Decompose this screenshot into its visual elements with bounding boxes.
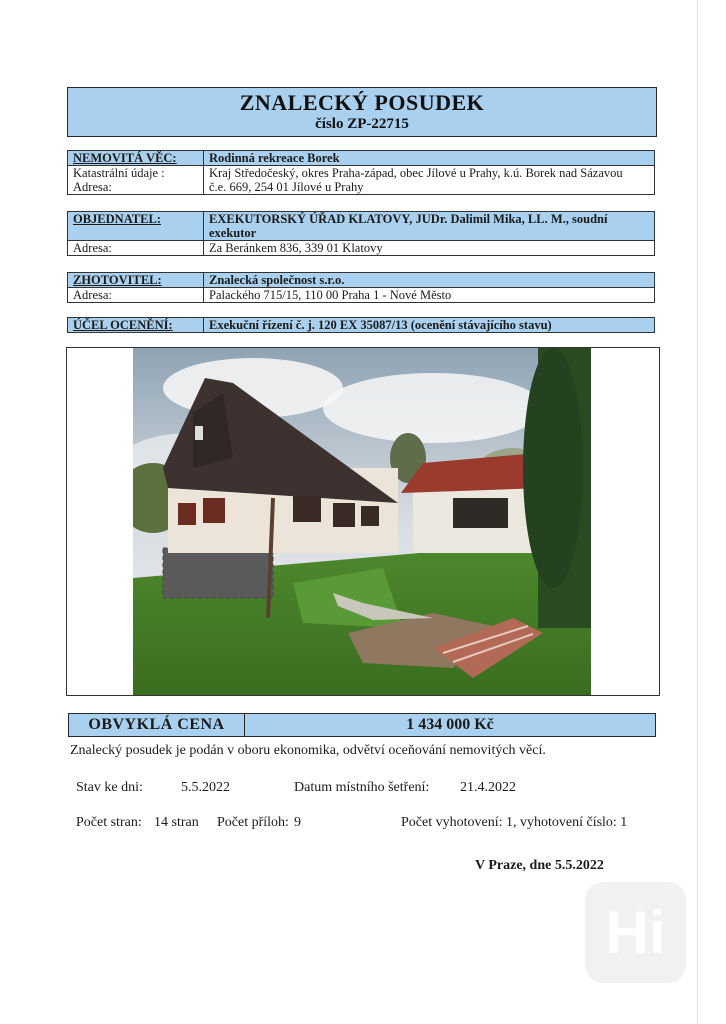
cadastral-row <box>68 166 655 181</box>
house-photo <box>133 348 591 695</box>
house-photo-svg <box>133 348 591 695</box>
purpose-value: Exekuční řízení č. j. 120 EX 35087/13 (ocenění stávajícího stavu) <box>204 318 655 333</box>
price-value: 1 434 000 Kč <box>406 716 494 733</box>
watermark-logo <box>585 882 686 983</box>
client-address-row <box>68 241 655 256</box>
property-table <box>67 150 655 195</box>
contractor-label: ZHOTOVITEL: <box>68 273 204 288</box>
property-address-label: Adresa: <box>68 180 204 195</box>
client-value <box>204 212 655 241</box>
pages-value: 14 stran <box>154 815 199 830</box>
state-value: 5.5.2022 <box>181 780 230 795</box>
contractor-table <box>67 272 655 303</box>
inspection-label: Datum místního šetření: <box>294 780 430 795</box>
document-number: číslo ZP-22715 <box>315 116 409 132</box>
client-address-value: Za Beránkem 836, 339 01 Klatovy <box>204 241 655 256</box>
client-label: OBJEDNATEL: <box>68 212 204 241</box>
document-title: ZNALECKÝ POSUDEK <box>239 90 485 115</box>
purpose-label: ÚČEL OCENĚNÍ: <box>68 318 204 333</box>
watermark-text: Hi <box>605 899 666 966</box>
inspection-value: 21.4.2022 <box>460 780 516 795</box>
property-value: Rodinná rekreace Borek <box>204 151 655 166</box>
client-value-line2: exekutor <box>209 226 257 240</box>
attachments-value: 9 <box>294 815 301 830</box>
window <box>361 506 379 526</box>
cadastral-value: Kraj Středočeský, okres Praha-západ, obec Jílové u Prahy, k.ú. Borek nad Sázavou <box>204 166 655 181</box>
annex-window <box>453 498 508 528</box>
window <box>203 498 225 523</box>
client-table <box>67 211 655 256</box>
contractor-value: Znalecká společnost s.r.o. <box>204 273 655 288</box>
attic-window <box>195 426 203 440</box>
client-address-label: Adresa: <box>68 241 204 256</box>
window <box>178 503 196 525</box>
client-value-line1: EXEKUTORSKÝ ÚŘAD KLATOVY, JUDr. Dalimil Mika, LL. M., soudní <box>209 212 608 226</box>
conifer-tree-crown <box>523 348 583 588</box>
purpose-header-row <box>68 318 655 333</box>
contractor-address-label: Adresa: <box>68 288 204 303</box>
property-address-value: č.e. 669, 254 01 Jílové u Prahy <box>204 180 655 195</box>
property-address-row <box>68 180 655 195</box>
client-header-row <box>68 212 655 241</box>
purpose-table <box>67 317 655 333</box>
window <box>333 503 355 527</box>
copies-text: Počet vyhotovení: 1, vyhotovení číslo: 1 <box>401 815 628 830</box>
price-box <box>68 713 656 737</box>
price-label: OBVYKLÁ CENA <box>69 714 245 736</box>
state-label: Stav ke dni: <box>76 780 143 795</box>
stone-wall <box>163 548 273 598</box>
pages-label: Počet stran: <box>76 815 142 830</box>
photo-frame <box>66 347 660 696</box>
contractor-address-value: Palackého 715/15, 110 00 Praha 1 - Nové Město <box>204 288 655 303</box>
attachments-label: Počet příloh: <box>217 815 289 830</box>
title-box <box>67 87 657 137</box>
signature-line: V Praze, dne 5.5.2022 <box>475 858 604 873</box>
cloud <box>323 373 543 443</box>
window <box>293 496 321 522</box>
contractor-header-row <box>68 273 655 288</box>
property-label: NEMOVITÁ VĚC: <box>68 151 204 166</box>
contractor-address-row <box>68 288 655 303</box>
property-header-row <box>68 151 655 166</box>
cadastral-label: Katastrální údaje : <box>68 166 204 181</box>
page-edge <box>697 0 698 1024</box>
statement-text: Znalecký posudek je podán v oboru ekonomika, odvětví oceňování nemovitých věcí. <box>70 743 546 758</box>
